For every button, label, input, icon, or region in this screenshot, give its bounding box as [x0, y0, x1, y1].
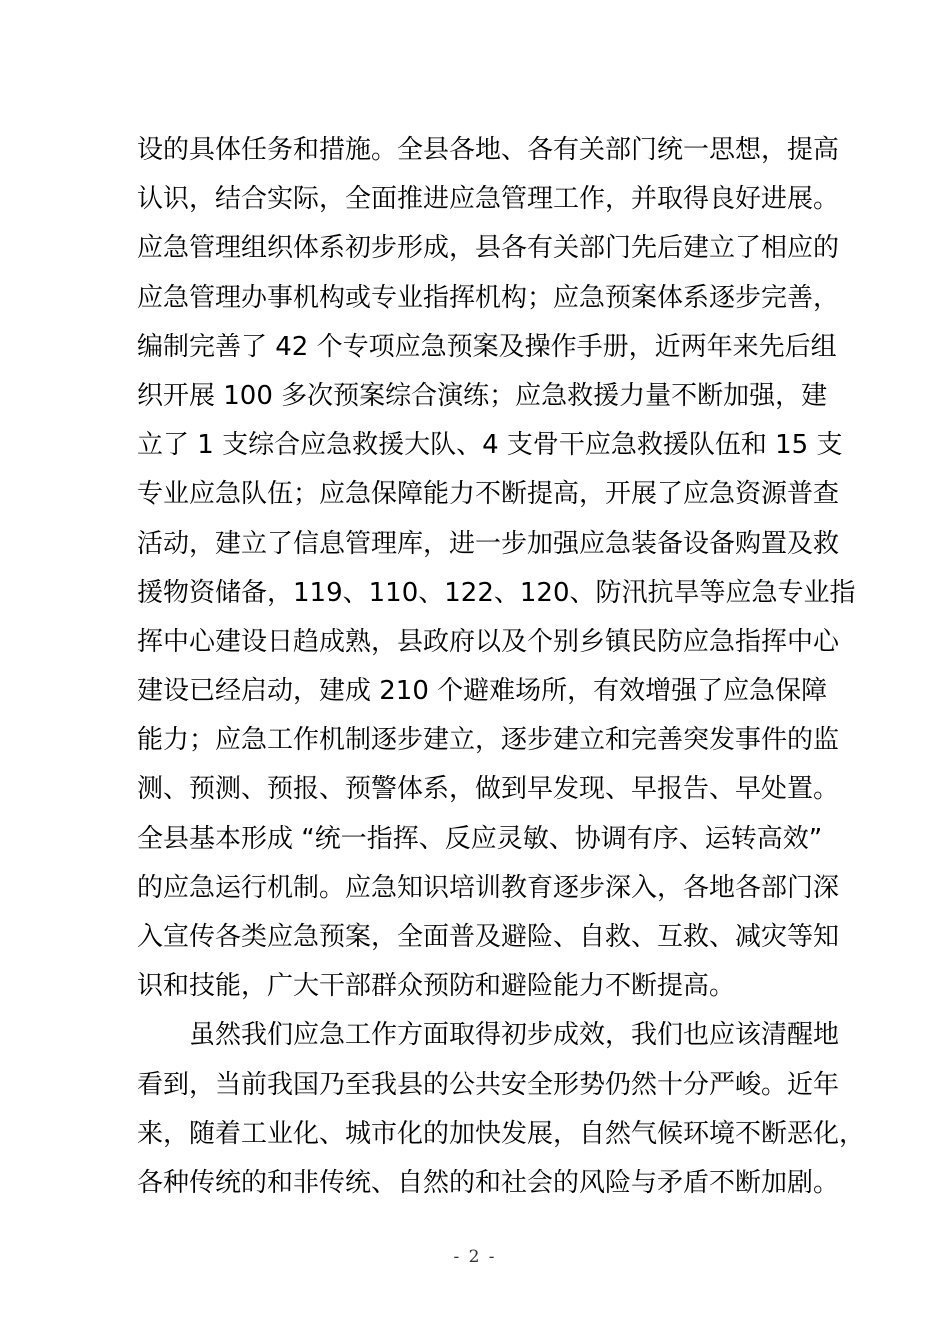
page-number: - 2 -	[453, 1247, 497, 1267]
text-line: 认识，结合实际，全面推进应急管理工作，并取得良好进展。	[137, 184, 840, 215]
text-line: 看到，当前我国乃至我县的公共安全形势仍然十分严峻。近年	[137, 1069, 840, 1100]
text-line: 各种传统的和非传统、自然的和社会的风险与矛盾不断加剧。	[137, 1167, 840, 1198]
text-line: 设的具体任务和措施。全县各地、各有关部门统一思想，提高	[137, 135, 840, 165]
text-line: 识和技能，广大干部群众预防和避险能力不断提高。	[137, 971, 736, 1002]
text-line: 专业应急队伍；应急保障能力不断提高，开展了应急资源普查	[137, 479, 840, 510]
text-line: 全县基本形成 “统一指挥、反应灵敏、协调有序、运转高效”	[137, 823, 823, 854]
text-line: 能力；应急工作机制逐步建立，逐步建立和完善突发事件的监	[137, 725, 840, 756]
paragraph-first-line: 虽然我们应急工作方面取得初步成效，我们也应该清醒地	[189, 1020, 840, 1051]
text-line: 援物资储备，119、110、122、120、防汛抗旱等应急专业指	[137, 577, 856, 608]
text-line: 测、预测、预报、预警体系，做到早发现、早报告、早处置。	[137, 774, 840, 805]
text-line: 应急管理组织体系初步形成，县各有关部门先后建立了相应的	[137, 233, 840, 264]
text-line: 入宣传各类应急预案，全面普及避险、自救、互救、减灾等知	[137, 922, 840, 952]
text-line: 的应急运行机制。应急知识培训教育逐步深入，各地各部门深	[137, 872, 840, 903]
text-line: 活动，建立了信息管理库，进一步加强应急装备设备购置及救	[137, 528, 840, 559]
text-line: 来，随着工业化、城市化的加快发展，自然气候环境不断恶化，	[137, 1118, 866, 1149]
text-line: 挥中心建设日趋成熟，县政府以及个别乡镇民防应急指挥中心	[137, 626, 840, 657]
body-text	[137, 126, 866, 1208]
text-line: 织开展 100 多次预案综合演练；应急救援力量不断加强，建	[137, 380, 828, 411]
text-line: 建设已经启动，建成 210 个避难场所，有效增强了应急保障	[137, 676, 828, 707]
text-line: 编制完善了 42 个专项应急预案及操作手册，近两年来先后组	[137, 331, 837, 362]
text-line: 立了 1 支综合应急救援大队、4 支骨干应急救援队伍和 15 支	[137, 430, 843, 461]
text-line: 应急管理办事机构或专业指挥机构；应急预案体系逐步完善，	[137, 282, 840, 313]
